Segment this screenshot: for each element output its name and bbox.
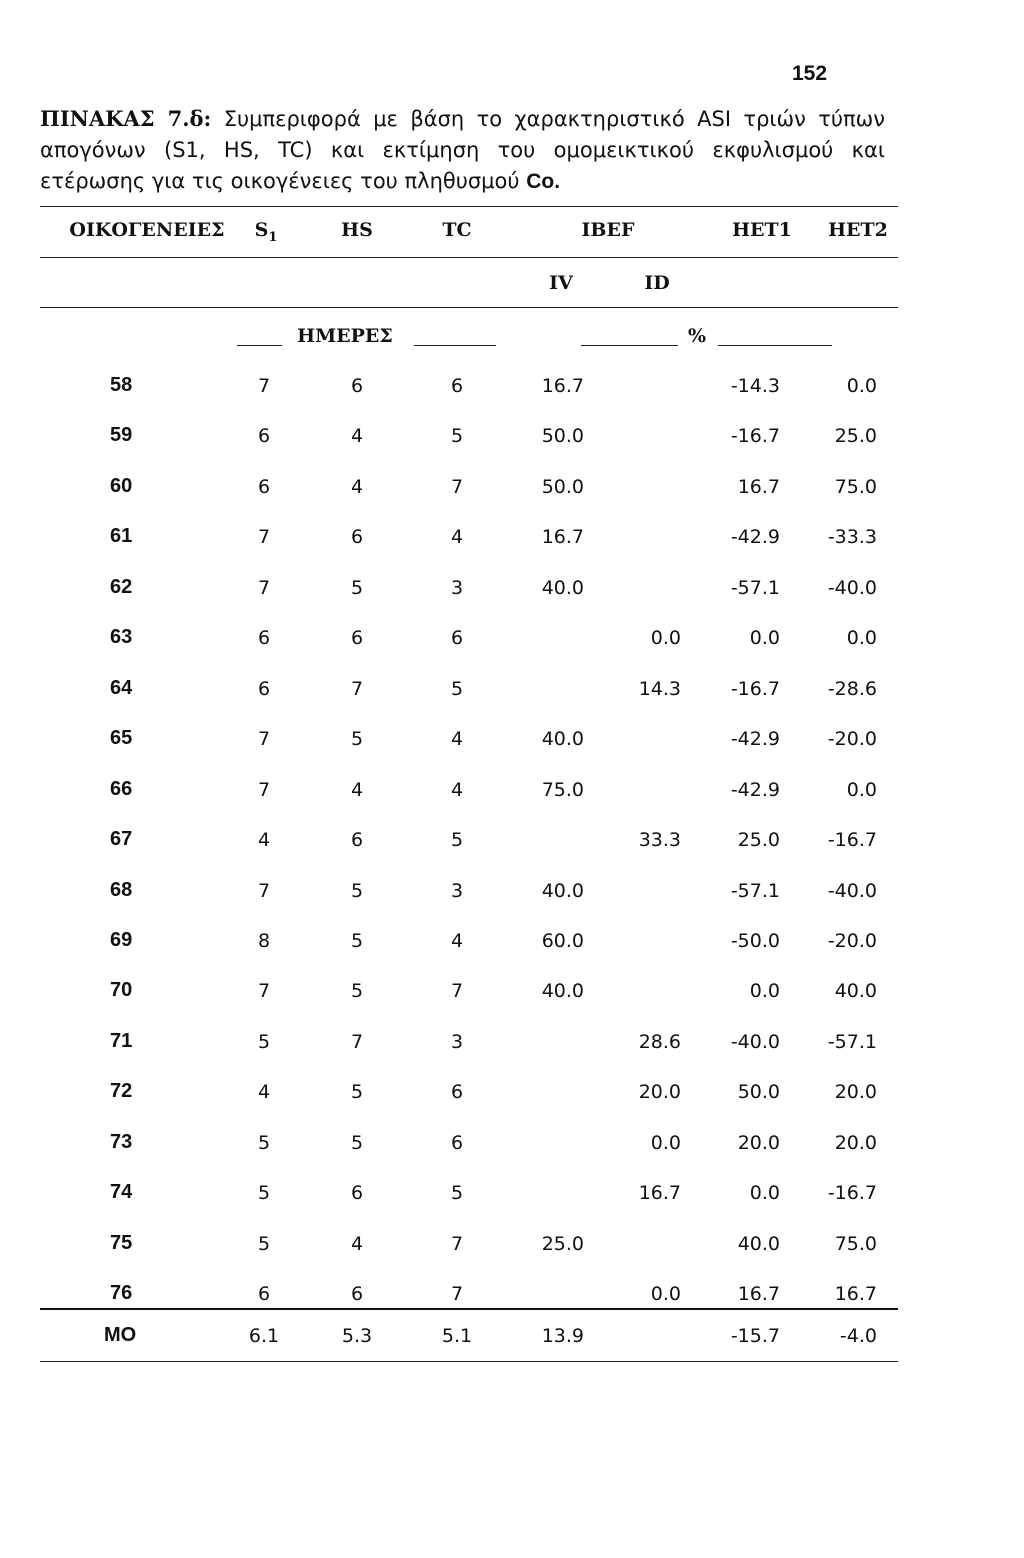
page-number: 152 [792, 62, 828, 85]
row-family-label: 65 [110, 727, 133, 749]
cell-het1: -42.9 [730, 779, 780, 801]
cell-s1: 7 [257, 880, 271, 902]
cell-tc: 5 [450, 829, 464, 851]
cell-iv: 40.0 [541, 577, 584, 599]
cell-hs: 5 [350, 1081, 364, 1103]
cell-hs: 4 [350, 425, 364, 447]
header-s1-letter: S [254, 219, 269, 241]
header-tc: TC [442, 219, 472, 241]
header-het1: HET1 [732, 219, 792, 241]
percent-span-left [581, 345, 678, 346]
cell-hs: 4 [350, 1233, 364, 1255]
cell-s1: 7 [257, 728, 271, 750]
cell-hs: 7 [350, 678, 364, 700]
rule-after-header [40, 257, 898, 258]
mean-label: MO [104, 1324, 137, 1346]
cell-het1: 25.0 [737, 829, 780, 851]
cell-s1: 6 [257, 476, 271, 498]
mean-het2: -4.0 [839, 1325, 877, 1347]
header-percent: % [687, 325, 707, 347]
cell-het1: -57.1 [730, 880, 780, 902]
header-iv: IV [549, 272, 573, 294]
row-family-label: 58 [110, 374, 133, 396]
cell-hs: 7 [350, 1031, 364, 1053]
cell-het1: 20.0 [737, 1132, 780, 1154]
cell-iv: 50.0 [541, 476, 584, 498]
cell-tc: 7 [450, 1283, 464, 1305]
cell-het2: -16.7 [827, 1182, 877, 1204]
percent-span-right [718, 345, 832, 346]
cell-tc: 4 [450, 779, 464, 801]
cell-s1: 5 [257, 1233, 271, 1255]
cell-id: 16.7 [638, 1182, 681, 1204]
cell-het2: 75.0 [834, 476, 877, 498]
cell-tc: 6 [450, 1081, 464, 1103]
cell-id: 0.0 [650, 1132, 681, 1154]
cell-tc: 5 [450, 678, 464, 700]
header-ibef: IBEF [581, 219, 635, 241]
cell-s1: 7 [257, 375, 271, 397]
cell-het1: -42.9 [730, 728, 780, 750]
cell-id: 14.3 [638, 678, 681, 700]
cell-het1: 0.0 [749, 980, 780, 1002]
cell-s1: 4 [257, 829, 271, 851]
rule-before-mean [40, 1308, 898, 1310]
cell-het2: -40.0 [827, 880, 877, 902]
cell-id: 0.0 [650, 627, 681, 649]
cell-id: 28.6 [638, 1031, 681, 1053]
row-family-label: 59 [110, 424, 133, 446]
row-family-label: 60 [110, 475, 133, 497]
rule-bottom [40, 1361, 898, 1362]
cell-hs: 6 [350, 526, 364, 548]
cell-het1: 0.0 [749, 1182, 780, 1204]
mean-hs: 5.3 [341, 1325, 373, 1347]
row-family-label: 66 [110, 778, 133, 800]
days-span-right [414, 345, 496, 346]
row-family-label: 76 [110, 1282, 133, 1304]
row-family-label: 64 [110, 677, 133, 699]
row-family-label: 75 [110, 1232, 133, 1254]
cell-s1: 5 [257, 1132, 271, 1154]
cell-iv: 60.0 [541, 930, 584, 952]
cell-het2: -33.3 [827, 526, 877, 548]
row-family-label: 71 [110, 1030, 133, 1052]
cell-hs: 6 [350, 1182, 364, 1204]
cell-het1: 40.0 [737, 1233, 780, 1255]
cell-het1: -14.3 [730, 375, 780, 397]
cell-het2: -16.7 [827, 829, 877, 851]
cell-s1: 7 [257, 577, 271, 599]
cell-het2: 0.0 [846, 779, 877, 801]
row-family-label: 63 [110, 626, 133, 648]
cell-s1: 8 [257, 930, 271, 952]
table-caption [40, 103, 885, 197]
cell-het1: -16.7 [730, 678, 780, 700]
row-family-label: 70 [110, 979, 133, 1001]
cell-tc: 6 [450, 627, 464, 649]
cell-het2: -57.1 [827, 1031, 877, 1053]
cell-het1: -16.7 [730, 425, 780, 447]
cell-iv: 75.0 [541, 779, 584, 801]
cell-het2: 20.0 [834, 1132, 877, 1154]
cell-hs: 5 [350, 930, 364, 952]
cell-s1: 5 [257, 1182, 271, 1204]
row-family-label: 72 [110, 1080, 133, 1102]
cell-iv: 40.0 [541, 880, 584, 902]
cell-hs: 6 [350, 375, 364, 397]
cell-hs: 5 [350, 728, 364, 750]
cell-iv: 16.7 [541, 375, 584, 397]
row-family-label: 74 [110, 1181, 133, 1203]
cell-het2: 0.0 [846, 375, 877, 397]
row-family-label: 62 [110, 576, 133, 598]
cell-het2: 16.7 [834, 1283, 877, 1305]
rule-top [40, 206, 898, 207]
row-family-label: 61 [110, 525, 133, 547]
cell-tc: 4 [450, 526, 464, 548]
header-families: ΟΙΚΟΓΕΝΕΙΕΣ [69, 219, 225, 241]
cell-s1: 5 [257, 1031, 271, 1053]
cell-het1: -57.1 [730, 577, 780, 599]
cell-s1: 7 [257, 980, 271, 1002]
cell-tc: 3 [450, 577, 464, 599]
cell-het1: -42.9 [730, 526, 780, 548]
header-het2: HET2 [828, 219, 888, 241]
cell-het1: -50.0 [730, 930, 780, 952]
cell-het2: 0.0 [846, 627, 877, 649]
cell-tc: 5 [450, 1182, 464, 1204]
cell-hs: 6 [350, 1283, 364, 1305]
cell-hs: 5 [350, 980, 364, 1002]
cell-het2: -28.6 [827, 678, 877, 700]
cell-s1: 6 [257, 1283, 271, 1305]
mean-het1: -15.7 [730, 1325, 780, 1347]
cell-iv: 25.0 [541, 1233, 584, 1255]
mean-tc: 5.1 [441, 1325, 473, 1347]
cell-tc: 7 [450, 980, 464, 1002]
caption-label: ΠΙΝΑΚΑΣ 7.δ: [40, 106, 212, 131]
cell-het1: 0.0 [749, 627, 780, 649]
row-family-label: 68 [110, 879, 133, 901]
cell-s1: 7 [257, 526, 271, 548]
cell-het1: 16.7 [737, 1283, 780, 1305]
cell-het2: 25.0 [834, 425, 877, 447]
cell-hs: 4 [350, 476, 364, 498]
cell-hs: 4 [350, 779, 364, 801]
cell-hs: 6 [350, 829, 364, 851]
row-family-label: 67 [110, 828, 133, 850]
cell-het2: 75.0 [834, 1233, 877, 1255]
header-hs: HS [341, 219, 373, 241]
cell-s1: 4 [257, 1081, 271, 1103]
cell-s1: 6 [257, 425, 271, 447]
cell-het1: 16.7 [737, 476, 780, 498]
header-id: ID [644, 272, 670, 294]
cell-hs: 5 [350, 577, 364, 599]
cell-id: 33.3 [638, 829, 681, 851]
cell-iv: 50.0 [541, 425, 584, 447]
cell-tc: 7 [450, 476, 464, 498]
cell-id: 0.0 [650, 1283, 681, 1305]
cell-hs: 5 [350, 1132, 364, 1154]
cell-s1: 7 [257, 779, 271, 801]
mean-s1: 6.1 [248, 1325, 280, 1347]
caption-text: Συμπεριφορά με βάση το χαρακτηριστικό ASI τριών τύπων απογόνων (S1, HS, TC) και εκτίμηση του ομομεικτικού εκφυλισμού και ετέρωσης για τις οικογένειες του πληθυσμού [40, 107, 885, 193]
cell-tc: 4 [450, 728, 464, 750]
cell-tc: 4 [450, 930, 464, 952]
mean-iv: 13.9 [541, 1325, 584, 1347]
cell-tc: 3 [450, 880, 464, 902]
cell-s1: 6 [257, 627, 271, 649]
cell-het2: -20.0 [827, 728, 877, 750]
cell-tc: 6 [450, 1132, 464, 1154]
rule-after-subheader [40, 307, 898, 308]
cell-iv: 40.0 [541, 728, 584, 750]
header-days: ΗΜΕΡΕΣ [297, 325, 393, 347]
cell-hs: 5 [350, 880, 364, 902]
cell-tc: 3 [450, 1031, 464, 1053]
cell-iv: 40.0 [541, 980, 584, 1002]
cell-s1: 6 [257, 678, 271, 700]
cell-het1: 50.0 [737, 1081, 780, 1103]
cell-iv: 16.7 [541, 526, 584, 548]
caption-population: Co. [526, 170, 561, 193]
cell-het2: 20.0 [834, 1081, 877, 1103]
cell-id: 20.0 [638, 1081, 681, 1103]
header-s1 [255, 219, 278, 245]
cell-hs: 6 [350, 627, 364, 649]
cell-tc: 6 [450, 375, 464, 397]
row-family-label: 69 [110, 929, 133, 951]
header-s1-subscript: 1 [268, 229, 278, 245]
days-span-left [237, 345, 282, 346]
cell-het1: -40.0 [730, 1031, 780, 1053]
cell-tc: 7 [450, 1233, 464, 1255]
cell-het2: -40.0 [827, 577, 877, 599]
row-family-label: 73 [110, 1131, 133, 1153]
cell-het2: -20.0 [827, 930, 877, 952]
cell-tc: 5 [450, 425, 464, 447]
cell-het2: 40.0 [834, 980, 877, 1002]
